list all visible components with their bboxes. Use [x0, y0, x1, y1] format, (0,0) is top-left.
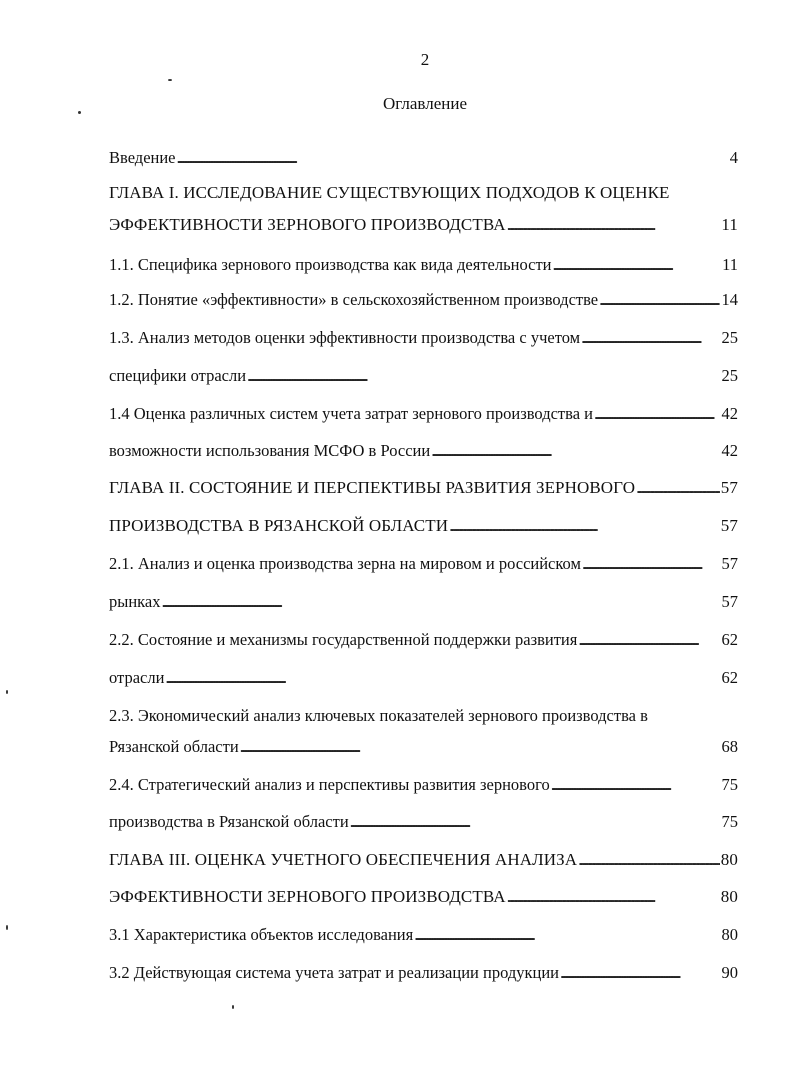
- toc-entry: [109, 148, 738, 172]
- toc-entry: [109, 215, 738, 239]
- toc-entry-title: ЭФФЕКТИВНОСТИ ЗЕРНОВОГО ПРОИЗВОДСТВА: [109, 887, 506, 906]
- toc-entry-title: ГЛАВА I. ИССЛЕДОВАНИЕ СУЩЕСТВУЮЩИХ ПОДХОДОВ К ОЦЕНКЕ: [109, 183, 670, 202]
- dot-leader: [560, 963, 721, 983]
- toc-entry-page: 80: [720, 850, 738, 869]
- toc-entry-page: 68: [721, 737, 738, 756]
- toc-entry-page: 25: [721, 328, 738, 347]
- toc-entry-page: 80: [721, 925, 738, 944]
- toc-entry-title: Введение: [109, 148, 176, 167]
- toc-entry: [109, 478, 738, 502]
- toc-entry: [109, 554, 738, 578]
- dot-leader: [247, 366, 720, 386]
- toc-entry-page: 62: [721, 668, 738, 687]
- toc-entry: [109, 812, 738, 836]
- toc-entry: [109, 328, 738, 352]
- toc-entry: [109, 668, 738, 692]
- toc-entry-page: 14: [721, 290, 738, 309]
- toc-entry-page: 80: [720, 887, 738, 906]
- toc-entry-title: производства в Рязанской области: [109, 812, 349, 831]
- scan-speck: [6, 690, 8, 694]
- toc-entry-title: 1.4 Оценка различных систем учета затрат зернового производства и: [109, 404, 593, 423]
- dot-leader: [581, 328, 720, 348]
- toc-entry-page: 11: [722, 255, 738, 274]
- toc-entry: [109, 366, 738, 390]
- dot-leader: [177, 148, 729, 168]
- scan-speck: [78, 111, 81, 114]
- toc-entry-title: 1.3. Анализ методов оценки эффективности производства с учетом: [109, 328, 581, 347]
- scan-speck: [168, 79, 172, 81]
- toc-entry-title: 3.2 Действующая система учета затрат и реализации продукции: [109, 963, 559, 982]
- toc-entry: [109, 706, 738, 730]
- toc-entry-title: 2.3. Экономический анализ ключевых показателей зернового производства в: [109, 706, 648, 725]
- toc-entry-page: 42: [721, 441, 738, 460]
- dot-leader: [582, 554, 721, 574]
- toc-entry: [109, 183, 738, 207]
- toc-entry: [109, 850, 738, 874]
- toc-entry-page: 75: [721, 775, 738, 794]
- toc-entry-title: 2.2. Состояние и механизмы государственной поддержки развития: [109, 630, 578, 649]
- toc-entry-page: 11: [721, 215, 738, 234]
- page-title: Оглавление: [383, 94, 467, 113]
- toc-entry-page: 25: [721, 366, 738, 385]
- dot-leader: [594, 404, 721, 424]
- toc-entry-title: ГЛАВА II. СОСТОЯНИЕ И ПЕРСПЕКТИВЫ РАЗВИТИЯ ЗЕРНОВОГО: [109, 478, 636, 497]
- toc-entry: [109, 404, 738, 428]
- toc-entry-title: Рязанской области: [109, 737, 239, 756]
- scan-speck: [232, 1005, 234, 1009]
- dot-leader: [162, 592, 721, 612]
- dot-leader: [507, 215, 721, 235]
- dot-leader: [551, 775, 721, 795]
- toc-entry-title: возможности использования МСФО в России: [109, 441, 431, 460]
- toc-entry-title: ПРОИЗВОДСТВА В РЯЗАНСКОЙ ОБЛАСТИ: [109, 516, 449, 535]
- dot-leader: [553, 255, 722, 275]
- toc-entry: [109, 441, 738, 465]
- page-number: 2: [420, 50, 430, 69]
- dot-leader: [599, 290, 720, 310]
- dot-leader: [350, 812, 721, 832]
- toc-entry-title: 1.2. Понятие «эффективности» в сельскохозяйственном производстве: [109, 290, 599, 309]
- dot-leader: [578, 630, 720, 650]
- toc-entry: [109, 290, 738, 314]
- toc-entry: [109, 887, 738, 911]
- toc-entry-page: 90: [721, 963, 738, 982]
- toc-entry-title: специфики отрасли: [109, 366, 247, 385]
- toc-entry-page: 57: [720, 478, 738, 497]
- dot-leader: [165, 668, 720, 688]
- toc-entry-page: 57: [721, 592, 738, 611]
- toc-entry: [109, 925, 738, 949]
- toc-entry-title: ЭФФЕКТИВНОСТИ ЗЕРНОВОГО ПРОИЗВОДСТВА: [109, 215, 506, 234]
- dot-leader: [414, 925, 720, 945]
- toc-entry-title: 2.4. Стратегический анализ и перспективы развития зернового: [109, 775, 550, 794]
- toc-entry-title: 2.1. Анализ и оценка производства зерна на мировом и российском: [109, 554, 581, 573]
- toc-entry: [109, 592, 738, 616]
- toc-entry-page: 4: [729, 148, 738, 167]
- dot-leader: [240, 737, 721, 757]
- scan-speck: [6, 925, 8, 930]
- dot-leader: [431, 441, 720, 461]
- toc-entry: [109, 737, 738, 761]
- toc-entry-page: 57: [720, 516, 738, 535]
- toc-entry: [109, 255, 738, 279]
- toc-entry-page: 57: [721, 554, 738, 573]
- dot-leader: [578, 850, 720, 870]
- toc-entry: [109, 963, 738, 987]
- toc-entry-title: ГЛАВА III. ОЦЕНКА УЧЕТНОГО ОБЕСПЕЧЕНИЯ АНАЛИЗА: [109, 850, 578, 869]
- toc-entry: [109, 775, 738, 799]
- toc-entry-page: 75: [721, 812, 738, 831]
- dot-leader: [449, 516, 720, 536]
- dot-leader: [507, 887, 720, 907]
- toc-entry-page: 42: [721, 404, 738, 423]
- toc-entry-title: 3.1 Характеристика объектов исследования: [109, 925, 414, 944]
- toc-entry-title: рынках: [109, 592, 161, 611]
- toc-entry-page: 62: [721, 630, 738, 649]
- toc-entry-title: 1.1. Специфика зернового производства как вида деятельности: [109, 255, 552, 274]
- toc-entry: [109, 516, 738, 540]
- dot-leader: [636, 478, 720, 498]
- toc-entry: [109, 630, 738, 654]
- toc-entry-title: отрасли: [109, 668, 165, 687]
